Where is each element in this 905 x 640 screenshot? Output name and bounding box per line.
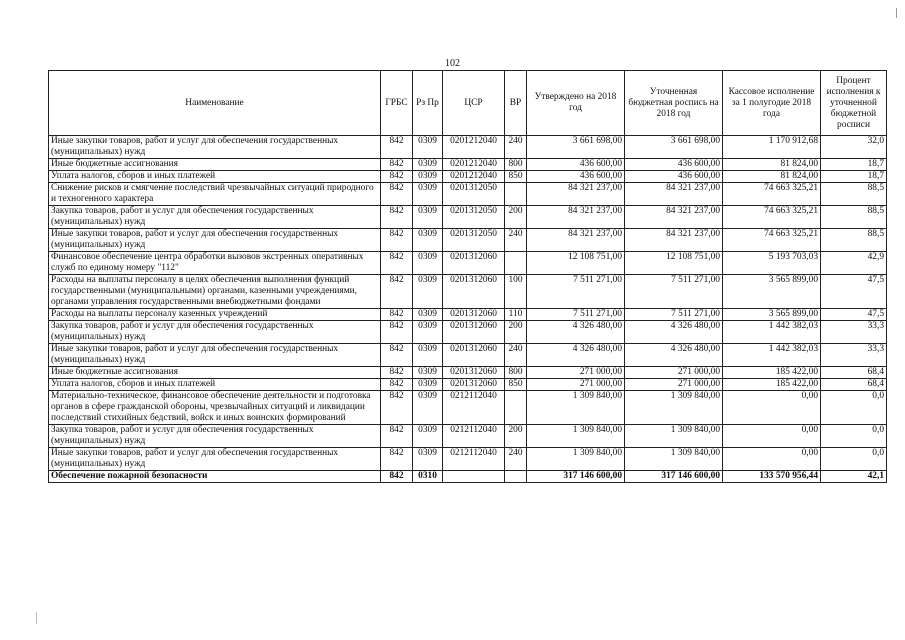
cell-name: Иные закупки товаров, работ и услуг для обеспечения государственных (муниципальных) нужд (49, 229, 381, 252)
cell-csr: 0201312060 (443, 275, 505, 309)
cell-percent: 18,7 (821, 171, 887, 183)
cell-name: Уплата налогов, сборов и иных платежей (49, 171, 381, 183)
cell-grbs: 842 (381, 448, 413, 471)
cell-grbs: 842 (381, 159, 413, 171)
cell-csr: 0201312060 (443, 321, 505, 344)
cell-refined: 271 000,00 (625, 367, 723, 379)
cell-vr: 800 (505, 367, 527, 379)
cell-refined: 7 511 271,00 (625, 309, 723, 321)
cell-name: Обеспечение пожарной безопасности (49, 471, 381, 483)
cell-refined: 4 326 480,00 (625, 321, 723, 344)
budget-table-container (48, 70, 886, 483)
cell-name: Иные закупки товаров, работ и услуг для обеспечения государственных (муниципальных) нужд (49, 448, 381, 471)
cell-csr: 0201312060 (443, 367, 505, 379)
header-grbs: ГРБС (381, 71, 413, 136)
cell-approved: 12 108 751,00 (527, 252, 625, 275)
cell-cash: 1 442 382,03 (723, 344, 821, 367)
cell-percent: 68,4 (821, 367, 887, 379)
cell-cash: 74 663 325,21 (723, 229, 821, 252)
cell-rzpr: 0309 (413, 136, 443, 159)
cell-approved: 7 511 271,00 (527, 275, 625, 309)
table-row (49, 159, 887, 171)
cell-rzpr: 0309 (413, 171, 443, 183)
cell-csr: 0201212040 (443, 171, 505, 183)
cell-vr (505, 391, 527, 425)
cell-refined: 7 511 271,00 (625, 275, 723, 309)
cell-cash: 81 824,00 (723, 159, 821, 171)
table-row (49, 379, 887, 391)
table-row (49, 448, 887, 471)
cell-percent: 68,4 (821, 379, 887, 391)
cell-approved: 84 321 237,00 (527, 206, 625, 229)
header-rzpr: Рз Пр (413, 71, 443, 136)
cell-rzpr: 0309 (413, 229, 443, 252)
cell-vr (505, 252, 527, 275)
cell-vr: 850 (505, 379, 527, 391)
cell-csr: 0201312060 (443, 344, 505, 367)
cell-name: Уплата налогов, сборов и иных платежей (49, 379, 381, 391)
cell-refined: 3 661 698,00 (625, 136, 723, 159)
cell-refined: 436 600,00 (625, 171, 723, 183)
cell-percent: 42,1 (821, 471, 887, 483)
cell-grbs: 842 (381, 379, 413, 391)
cell-vr (505, 183, 527, 206)
table-row (49, 425, 887, 448)
cell-cash: 133 570 956,44 (723, 471, 821, 483)
cell-name: Финансовое обеспечение центра обработки вызовов экстренных оперативных служб по единому номеру "112" (49, 252, 381, 275)
table-row (49, 367, 887, 379)
cell-name: Расходы на выплаты персоналу в целях обеспечения выполнения функций государственными (муниципальными) органами, казенными учреждениями, органами управления государственными внебюджетными фондами (49, 275, 381, 309)
cell-percent: 0,0 (821, 391, 887, 425)
cell-rzpr: 0309 (413, 448, 443, 471)
cell-cash: 3 565 899,00 (723, 309, 821, 321)
cell-grbs: 842 (381, 252, 413, 275)
header-csr: ЦСР (443, 71, 505, 136)
table-row (49, 183, 887, 206)
cell-approved: 271 000,00 (527, 379, 625, 391)
cell-vr: 110 (505, 309, 527, 321)
cell-vr (505, 471, 527, 483)
cell-csr (443, 471, 505, 483)
cell-cash: 3 565 899,00 (723, 275, 821, 309)
cell-refined: 84 321 237,00 (625, 206, 723, 229)
cell-percent: 88,5 (821, 206, 887, 229)
cell-percent: 0,0 (821, 448, 887, 471)
table-row (49, 471, 887, 483)
header-approved: Утверждено на 2018 год (527, 71, 625, 136)
cell-vr: 850 (505, 171, 527, 183)
table-body (49, 136, 887, 483)
table-header-row (49, 71, 887, 136)
cell-vr: 800 (505, 159, 527, 171)
cell-approved: 84 321 237,00 (527, 183, 625, 206)
cell-cash: 0,00 (723, 425, 821, 448)
cell-csr: 0212112040 (443, 448, 505, 471)
header-vr: ВР (505, 71, 527, 136)
cell-cash: 81 824,00 (723, 171, 821, 183)
table-row (49, 171, 887, 183)
cell-grbs: 842 (381, 229, 413, 252)
cell-approved: 1 309 840,00 (527, 448, 625, 471)
cell-percent: 18,7 (821, 159, 887, 171)
cell-name: Иные закупки товаров, работ и услуг для обеспечения государственных (муниципальных) нужд (49, 344, 381, 367)
cell-name: Закупка товаров, работ и услуг для обеспечения государственных (муниципальных) нужд (49, 425, 381, 448)
cell-rzpr: 0309 (413, 159, 443, 171)
cell-csr: 0201312060 (443, 379, 505, 391)
cell-vr: 100 (505, 275, 527, 309)
cell-approved: 7 511 271,00 (527, 309, 625, 321)
cell-vr: 240 (505, 136, 527, 159)
table-row (49, 321, 887, 344)
cell-refined: 84 321 237,00 (625, 229, 723, 252)
cell-approved: 317 146 600,00 (527, 471, 625, 483)
cell-name: Закупка товаров, работ и услуг для обеспечения государственных (муниципальных) нужд (49, 206, 381, 229)
cell-rzpr: 0309 (413, 425, 443, 448)
cell-rzpr: 0309 (413, 252, 443, 275)
cell-csr: 0201312050 (443, 183, 505, 206)
cell-refined: 271 000,00 (625, 379, 723, 391)
table-row (49, 344, 887, 367)
cell-refined: 317 146 600,00 (625, 471, 723, 483)
cell-refined: 1 309 840,00 (625, 425, 723, 448)
cell-cash: 1 170 912,68 (723, 136, 821, 159)
scan-mark (36, 612, 37, 624)
cell-vr: 200 (505, 206, 527, 229)
cell-cash: 5 193 703,03 (723, 252, 821, 275)
cell-rzpr: 0309 (413, 379, 443, 391)
cell-percent: 88,5 (821, 183, 887, 206)
cell-cash: 74 663 325,21 (723, 183, 821, 206)
cell-refined: 436 600,00 (625, 159, 723, 171)
cell-percent: 47,5 (821, 275, 887, 309)
header-name: Наименование (49, 71, 381, 136)
cell-percent: 47,5 (821, 309, 887, 321)
cell-grbs: 842 (381, 275, 413, 309)
cell-csr: 0201312060 (443, 309, 505, 321)
cell-vr: 200 (505, 425, 527, 448)
cell-csr: 0201312050 (443, 229, 505, 252)
cell-grbs: 842 (381, 391, 413, 425)
cell-csr: 0201312060 (443, 252, 505, 275)
cell-percent: 32,0 (821, 136, 887, 159)
cell-approved: 271 000,00 (527, 367, 625, 379)
cell-vr: 240 (505, 344, 527, 367)
cell-rzpr: 0309 (413, 344, 443, 367)
cell-grbs: 842 (381, 206, 413, 229)
cell-name: Материально-техническое, финансовое обеспечение деятельности и подготовка органов в сфере гражданской обороны, чрезвычайных ситуаций и ликвидации последствий стихийных бедствий, войск и иных воинских формирований (49, 391, 381, 425)
table-row (49, 229, 887, 252)
table-row (49, 252, 887, 275)
cell-cash: 0,00 (723, 391, 821, 425)
cell-refined: 12 108 751,00 (625, 252, 723, 275)
cell-name: Иные бюджетные ассигнования (49, 367, 381, 379)
cell-grbs: 842 (381, 321, 413, 344)
cell-approved: 3 661 698,00 (527, 136, 625, 159)
cell-name: Закупка товаров, работ и услуг для обеспечения государственных (муниципальных) нужд (49, 321, 381, 344)
cell-rzpr: 0309 (413, 183, 443, 206)
budget-table (48, 70, 887, 483)
cell-name: Расходы на выплаты персоналу казенных учреждений (49, 309, 381, 321)
cell-percent: 33,3 (821, 321, 887, 344)
table-row (49, 275, 887, 309)
header-cash: Кассовое исполнение за 1 полугодие 2018 года (723, 71, 821, 136)
cell-rzpr: 0309 (413, 367, 443, 379)
cell-rzpr: 0309 (413, 275, 443, 309)
header-percent: Процент исполнения к уточненной бюджетной росписи (821, 71, 887, 136)
cell-name: Снижение рисков и смягчение последствий чрезвычайных ситуаций природного и техногенного характера (49, 183, 381, 206)
cell-rzpr: 0309 (413, 206, 443, 229)
table-row (49, 309, 887, 321)
cell-name: Иные закупки товаров, работ и услуг для обеспечения государственных (муниципальных) нужд (49, 136, 381, 159)
cell-csr: 0201312050 (443, 206, 505, 229)
cell-cash: 185 422,00 (723, 379, 821, 391)
cell-percent: 0,0 (821, 425, 887, 448)
cell-csr: 0212112040 (443, 425, 505, 448)
header-refined: Уточненная бюджетная роспись на 2018 год (625, 71, 723, 136)
cell-percent: 88,5 (821, 229, 887, 252)
cell-grbs: 842 (381, 183, 413, 206)
cell-csr: 0201212040 (443, 136, 505, 159)
cell-cash: 74 663 325,21 (723, 206, 821, 229)
cell-vr: 240 (505, 229, 527, 252)
cell-csr: 0201212040 (443, 159, 505, 171)
cell-rzpr: 0310 (413, 471, 443, 483)
cell-grbs: 842 (381, 171, 413, 183)
cell-rzpr: 0309 (413, 391, 443, 425)
cell-rzpr: 0309 (413, 321, 443, 344)
cell-approved: 4 326 480,00 (527, 344, 625, 367)
table-row (49, 136, 887, 159)
cell-grbs: 842 (381, 471, 413, 483)
cell-cash: 0,00 (723, 448, 821, 471)
scan-mark (896, 8, 897, 18)
cell-rzpr: 0309 (413, 309, 443, 321)
page-number: 102 (445, 58, 460, 69)
cell-grbs: 842 (381, 136, 413, 159)
cell-refined: 4 326 480,00 (625, 344, 723, 367)
cell-refined: 1 309 840,00 (625, 391, 723, 425)
cell-refined: 84 321 237,00 (625, 183, 723, 206)
cell-grbs: 842 (381, 344, 413, 367)
cell-cash: 185 422,00 (723, 367, 821, 379)
cell-approved: 4 326 480,00 (527, 321, 625, 344)
cell-refined: 1 309 840,00 (625, 448, 723, 471)
table-row (49, 391, 887, 425)
cell-percent: 33,3 (821, 344, 887, 367)
cell-grbs: 842 (381, 309, 413, 321)
cell-name: Иные бюджетные ассигнования (49, 159, 381, 171)
cell-vr: 200 (505, 321, 527, 344)
cell-vr: 240 (505, 448, 527, 471)
cell-cash: 1 442 382,03 (723, 321, 821, 344)
table-row (49, 206, 887, 229)
cell-approved: 84 321 237,00 (527, 229, 625, 252)
cell-approved: 1 309 840,00 (527, 425, 625, 448)
cell-percent: 42,9 (821, 252, 887, 275)
cell-csr: 0212112040 (443, 391, 505, 425)
cell-grbs: 842 (381, 367, 413, 379)
cell-grbs: 842 (381, 425, 413, 448)
cell-approved: 436 600,00 (527, 171, 625, 183)
cell-approved: 1 309 840,00 (527, 391, 625, 425)
cell-approved: 436 600,00 (527, 159, 625, 171)
